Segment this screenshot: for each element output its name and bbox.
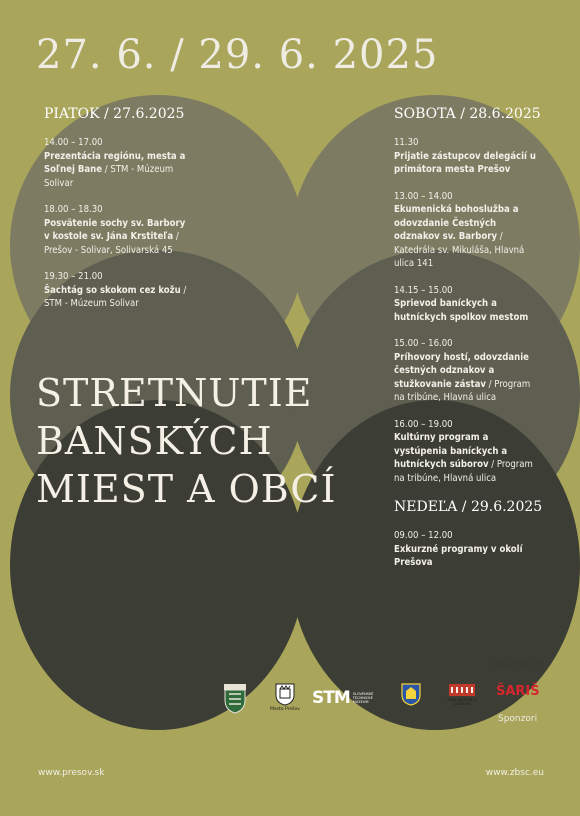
coat-of-arms-logo <box>221 682 249 714</box>
title-line: STRETNUTIE <box>36 371 313 415</box>
presov-region-logo <box>400 682 422 706</box>
date-range-heading: 27. 6. / 29. 6. 2025 <box>36 32 439 78</box>
program-time: 14.00 – 17.00 <box>44 137 103 148</box>
program-location: / Katedrála sv. Mikuláša, Hlavná ulica 141 <box>394 231 525 269</box>
program-title: Kultúrny program a vystúpenia baníckych a hutníckych súborov <box>394 432 508 470</box>
shield-icon <box>274 682 296 706</box>
program-item <box>44 203 192 257</box>
program-item <box>394 337 539 405</box>
program-time: 16.00 – 19.00 <box>394 418 453 430</box>
friday-column <box>44 106 192 324</box>
program-title: Šachtág so skokom cez kožu <box>44 284 181 296</box>
program-time: 13.00 – 14.00 <box>394 190 453 202</box>
program-time: 15.00 – 16.00 <box>394 338 453 349</box>
stm-wordmark: STM <box>312 688 350 708</box>
program-time: 18.00 – 18.30 <box>44 204 103 215</box>
program-title: Posvätenie sochy sv. Barbory v kostole sv. Jána Krstiteľa <box>44 217 186 242</box>
saris-logo <box>496 684 540 699</box>
day-heading-saturday: SOBOTA / 28.6.2025 <box>394 106 541 122</box>
title-line: BANSKÝCH <box>36 419 273 463</box>
logo-caption: Mesto Prešov <box>270 707 300 712</box>
day-heading-sunday: NEDEĽA / 29.6.2025 <box>394 499 543 515</box>
park-icon <box>448 683 476 697</box>
day-heading-friday: PIATOK / 27.6.2025 <box>44 106 185 122</box>
program-item <box>44 270 192 311</box>
program-time: 14.15 – 15.00 <box>394 284 453 296</box>
footer-url-presov[interactable]: www.presov.sk <box>38 768 105 778</box>
program-item <box>394 136 539 177</box>
program-time: 09.00 – 12.00 <box>394 530 453 541</box>
organizers-label: Organizátori <box>488 660 544 670</box>
program-item <box>394 418 539 486</box>
program-title: Exkurzné programy v okolí Prešova <box>394 543 523 568</box>
weekend-column <box>394 106 543 583</box>
event-title <box>36 369 337 513</box>
title-line: MIEST A OBCÍ <box>36 467 337 511</box>
program-title: Prezentácia regiónu, mesta a Soľnej Bane <box>44 150 186 175</box>
shield-icon <box>221 682 249 714</box>
program-location: / STM - Múzeum Solivar <box>44 164 174 189</box>
program-item <box>394 284 539 325</box>
program-item <box>44 136 192 190</box>
program-title: Ekumenická bohoslužba a odovzdanie Čestných odznakov sv. Barbory <box>394 204 519 242</box>
program-item <box>394 529 539 570</box>
park-kultury-logo <box>446 683 478 706</box>
logo-caption: PARK KULTÚRY A ODDYCHU <box>447 698 477 706</box>
program-location: / STM - Múzeum Solivar <box>44 284 187 309</box>
saris-wordmark: ŠARIŠ <box>496 684 540 699</box>
shield-icon <box>400 682 422 706</box>
mesto-presov-logo <box>270 682 300 712</box>
program-location: / Program na tribúne, Hlavná ulica <box>394 459 533 484</box>
footer-url-zbsc[interactable]: www.zbsc.eu <box>485 768 544 778</box>
program-item <box>394 190 539 271</box>
stm-caption: SLOVENSKÉ TECHNICKÉ MÚZEUM <box>352 692 374 704</box>
program-location: / Program na tribúne, Hlavná ulica <box>394 378 531 403</box>
program-time: 19.30 – 21.00 <box>44 271 103 282</box>
sponsors-label: Sponzori <box>498 714 538 724</box>
program-title: Prijatie zástupcov delegácií u primátora mesta Prešov <box>394 150 536 175</box>
stm-logo <box>312 688 379 708</box>
program-location: / Prešov - Solivar, Solivarská 45 <box>44 231 179 256</box>
program-title: Sprievod baníckych a hutníckych spolkov mestom <box>394 298 529 323</box>
program-title: Príhovory hostí, odovzdanie čestných odznakov a stužkovanie zástav <box>394 351 529 390</box>
program-time: 11.30 <box>394 137 419 148</box>
